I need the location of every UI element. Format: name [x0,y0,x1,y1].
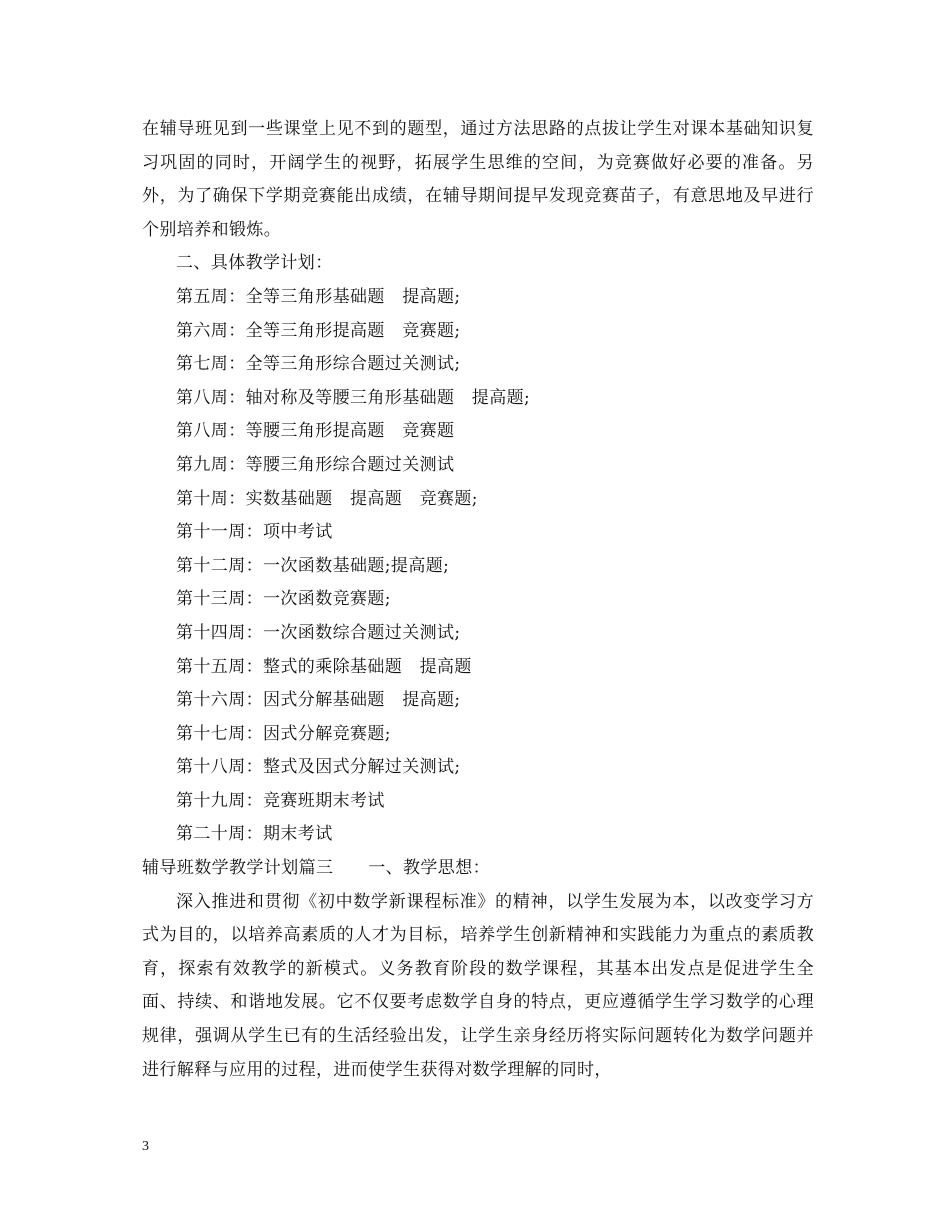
schedule-item: 第十四周：一次函数综合题过关测试; [176,622,461,643]
schedule-item: 第十九周：竞赛班期末考试 [176,790,385,811]
schedule-item: 第九周：等腰三角形综合题过关测试 [176,454,455,475]
section-heading: 二、具体教学计划： [176,253,333,274]
schedule-item: 第十周：实数基础题 提高题 竞赛题; [176,488,478,509]
page-content [142,113,814,1087]
schedule-item: 第六周：全等三角形提高题 竞赛题; [176,320,461,341]
body-paragraph: 深入推进和贯彻《初中数学新课程标准》的精神，以学生发展为本，以改变学习方式为目的，以培养高素质的人才为目标，培养学生创新精神和实践能力为重点的素质教育，探索有效教学的新模式。义务教育阶段的数学课程，其基本出发点是促进学生全面、持续、和谐地发展。它不仅要考虑数学自身的特点，更应遵循学生学习数学的心理规律，强调从学生已有的生活经验出发，让学生亲身经历将实际问题转化为数学问题并进行解释与应用的过程，进而使学生获得对数学理解的同时， [142,891,814,1080]
schedule-item: 第七周：全等三角形综合题过关测试; [176,354,461,375]
schedule-item: 第十三周：一次函数竞赛题; [176,589,391,610]
schedule-item: 第十六周：因式分解基础题 提高题; [176,690,461,711]
schedule-list [142,281,814,852]
intro-paragraph: 在辅导班见到一些课堂上见不到的题型，通过方法思路的点拔让学生对课本基础知识复习巩固的同时，开阔学生的视野，拓展学生思维的空间，为竞赛做好必要的准备。另外，为了确保下学期竞赛能出成绩，在辅导期间提早发现竞赛苗子，有意思地及早进行个别培养和锻炼。 [142,119,814,240]
schedule-item: 第十五周：整式的乘除基础题 提高题 [176,656,472,677]
schedule-item: 第八周：等腰三角形提高题 竞赛题 [176,421,455,442]
schedule-item: 第十七周：因式分解竞赛题; [176,723,391,744]
schedule-item: 第十二周：一次函数基础题;提高题; [176,555,450,576]
schedule-item: 第二十周：期末考试 [176,824,333,845]
schedule-item: 第十八周：整式及因式分解过关测试; [176,757,461,778]
schedule-item: 第八周：轴对称及等腰三角形基础题 提高题; [176,387,531,408]
schedule-item: 第五周：全等三角形基础题 提高题; [176,286,461,307]
schedule-item: 第十一周：项中考试 [176,522,333,543]
article-heading: 辅导班数学教学计划篇三 一、教学思想： [142,858,490,879]
page-number: 3 [142,1139,149,1154]
